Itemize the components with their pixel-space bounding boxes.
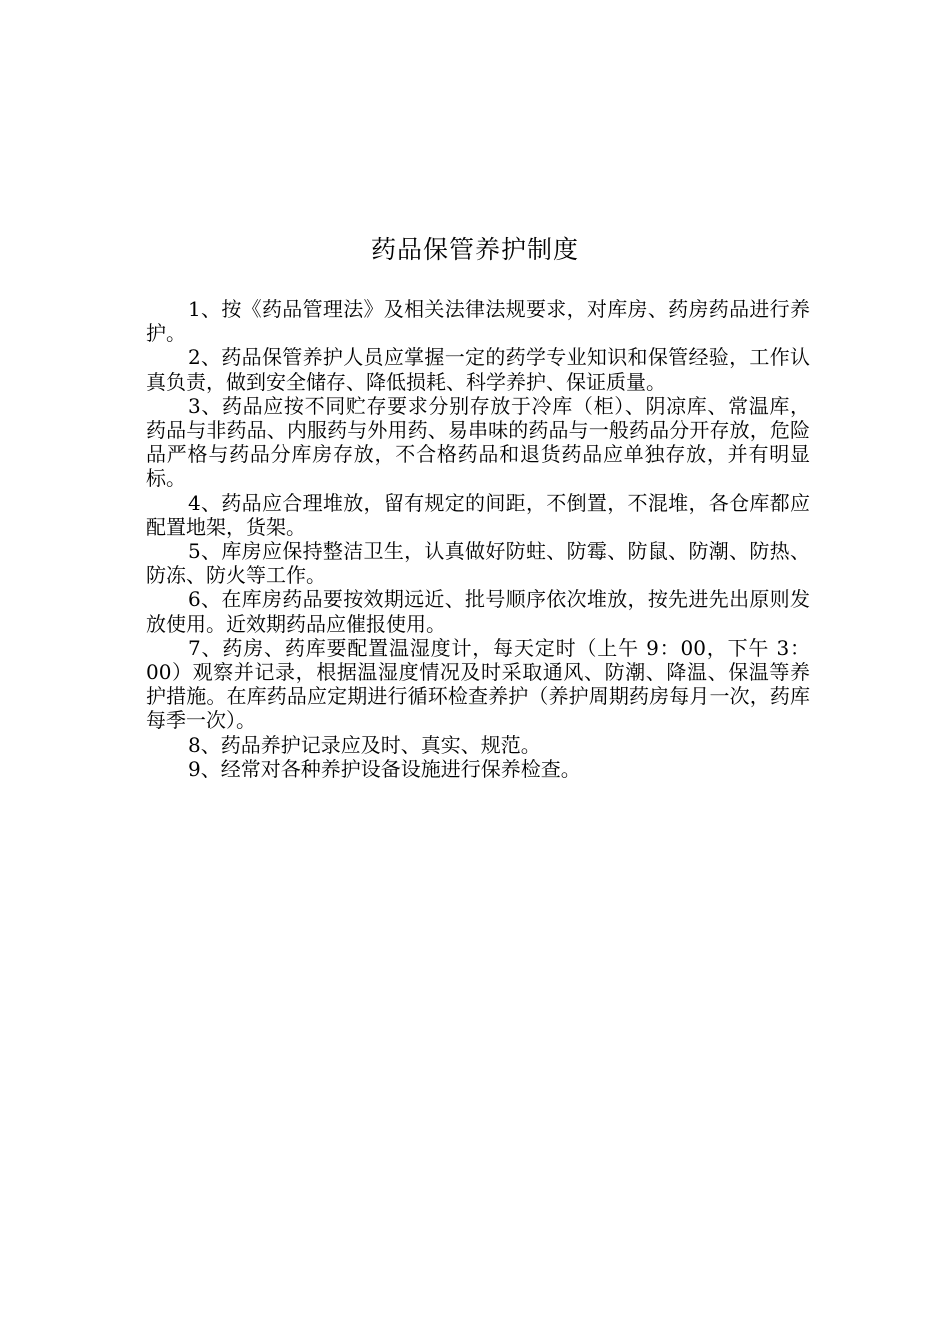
paragraph-3: 3、药品应按不同贮存要求分别存放于冷库（柜）、阴凉库、常温库，药品与非药品、内服药与外用药、易串味的药品与一般药品分开存放，危险品严格与药品分库房存放，不合格药品和退货药品应单独存放，并有明显标。 bbox=[146, 393, 810, 491]
paragraph-6: 6、在库房药品要按效期远近、批号顺序依次堆放，按先进先出原则发放使用。近效期药品应催报使用。 bbox=[146, 587, 810, 636]
paragraph-7: 7、药房、药库要配置温湿度计，每天定时（上午 9：00，下午 3：00）观察并记录，根据温湿度情况及时采取通风、防潮、降温、保温等养护措施。在库药品应定期进行循环检查养护（养护周期药房每月一次，药库每季一次）。 bbox=[146, 635, 810, 733]
paragraph-5: 5、库房应保持整洁卫生，认真做好防蛀、防霉、防鼠、防潮、防热、防冻、防火等工作。 bbox=[146, 539, 810, 588]
paragraph-8: 8、药品养护记录应及时、真实、规范。 bbox=[188, 732, 541, 757]
paragraph-1: 1、按《药品管理法》及相关法律法规要求，对库房、药房药品进行养护。 bbox=[146, 297, 810, 346]
page-title: 药品保管养护制度 bbox=[370, 235, 579, 264]
paragraph-4: 4、药品应合理堆放，留有规定的间距，不倒置，不混堆，各仓库都应配置地架，货架。 bbox=[146, 490, 810, 539]
document-body bbox=[146, 297, 810, 781]
paragraph-9: 9、经常对各种养护设备设施进行保养检查。 bbox=[188, 756, 581, 781]
paragraph-2: 2、药品保管养护人员应掌握一定的药学专业知识和保管经验，工作认真负责，做到安全储存、降低损耗、科学养护、保证质量。 bbox=[146, 345, 810, 394]
